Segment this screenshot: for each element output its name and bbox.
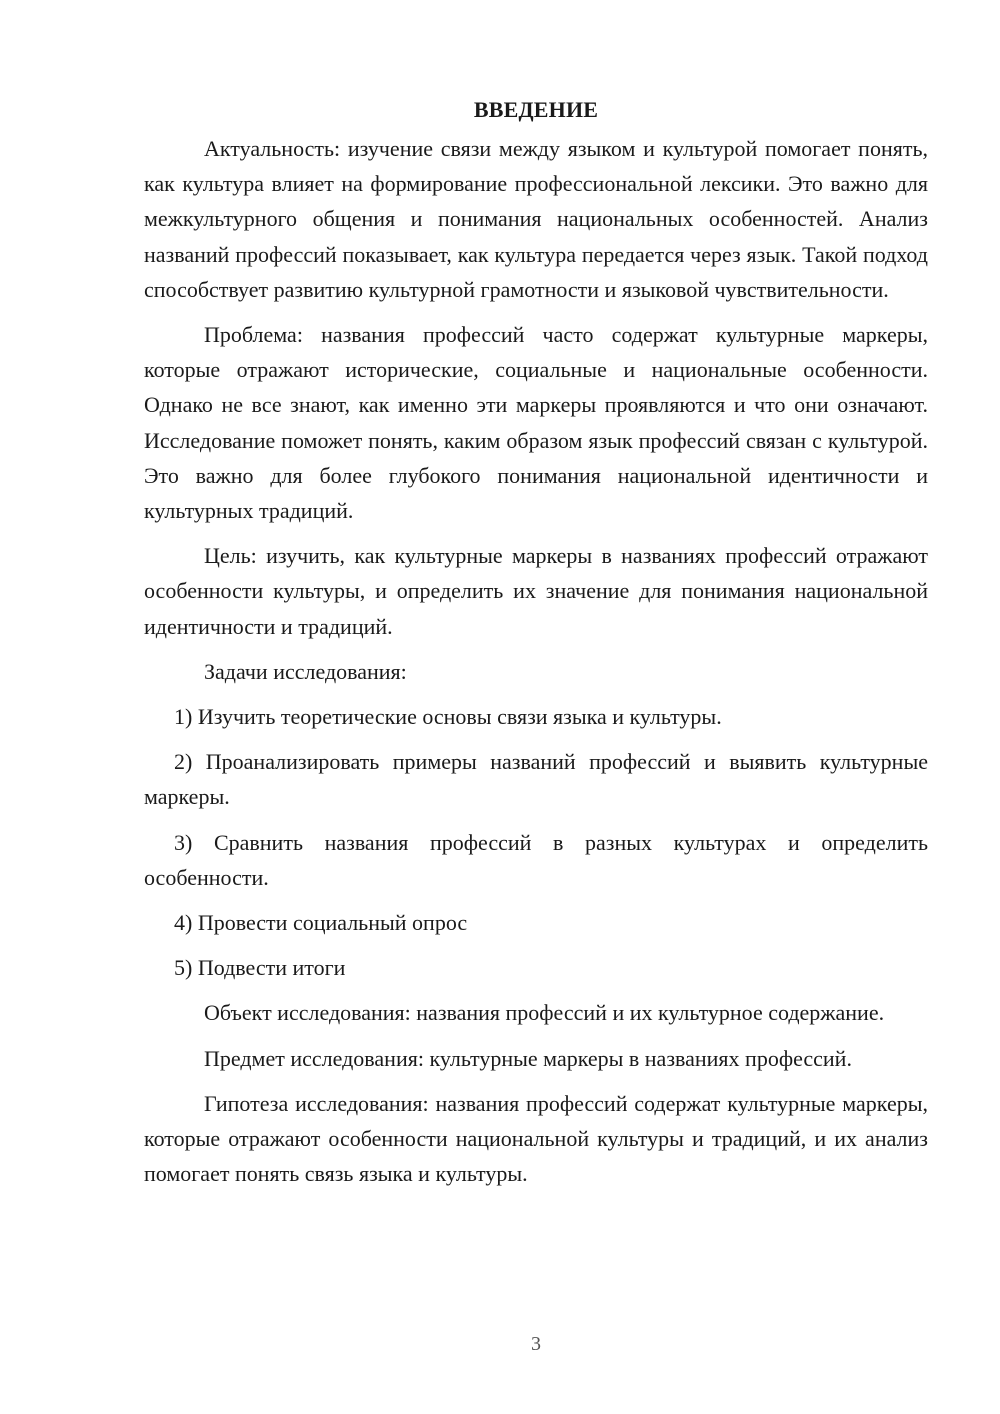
paragraph-hypothesis: Гипотеза исследования: названия профессий содержат культурные маркеры, которые отражают особенности национальной культуры и традиций, и их анализ помогает понять связь языка и культуры. — [144, 1090, 928, 1187]
paragraph-problem: Проблема: названия профессий часто содержат культурные маркеры, которые отражают исторические, социальные и национальные особенности. Однако не все знают, как именно эти маркеры проявляются и что они означают. Исследование поможет понять, каким образом язык профессий связан с культурой. Это важно для более глубокого понимания национальной идентичности и культурных традиций. — [144, 322, 928, 524]
paragraph-tasks-heading: Задачи исследования: — [204, 658, 407, 684]
paragraph-goal: Цель: изучить, как культурные маркеры в названиях профессий отражают особенности культуры, и определить их значение для понимания национальной идентичности и традиций. — [144, 543, 928, 639]
page-title: ВВЕДЕНИЕ — [473, 97, 599, 122]
task-item-4: 4) Провести социальный опрос — [174, 910, 468, 936]
paragraph-subject: Предмет исследования: культурные маркеры в названиях профессий. — [204, 1045, 852, 1071]
document-page — [144, 92, 928, 1201]
task-item-2: 2) Проанализировать примеры названий профессий и выявить культурные маркеры. — [144, 749, 928, 810]
page-number: 3 — [531, 1333, 541, 1355]
paragraph-relevance: Актуальность: изучение связи между языком и культурой помогает понять, как культура влияет на формирование профессиональной лексики. Это важно для межкультурного общения и понимания национальных особенностей. Анализ названий профессий показывает, как культура передается через язык. Такой подход способствует развитию культурной грамотности и языковой чувствительности. — [144, 136, 928, 302]
task-item-3: 3) Сравнить названия профессий в разных культурах и определить особенности. — [144, 829, 928, 890]
task-item-1: 1) Изучить теоретические основы связи языка и культуры. — [174, 704, 722, 730]
paragraph-object: Объект исследования: названия профессий и их культурное содержание. — [204, 1000, 885, 1026]
task-item-5: 5) Подвести итоги — [174, 955, 346, 981]
